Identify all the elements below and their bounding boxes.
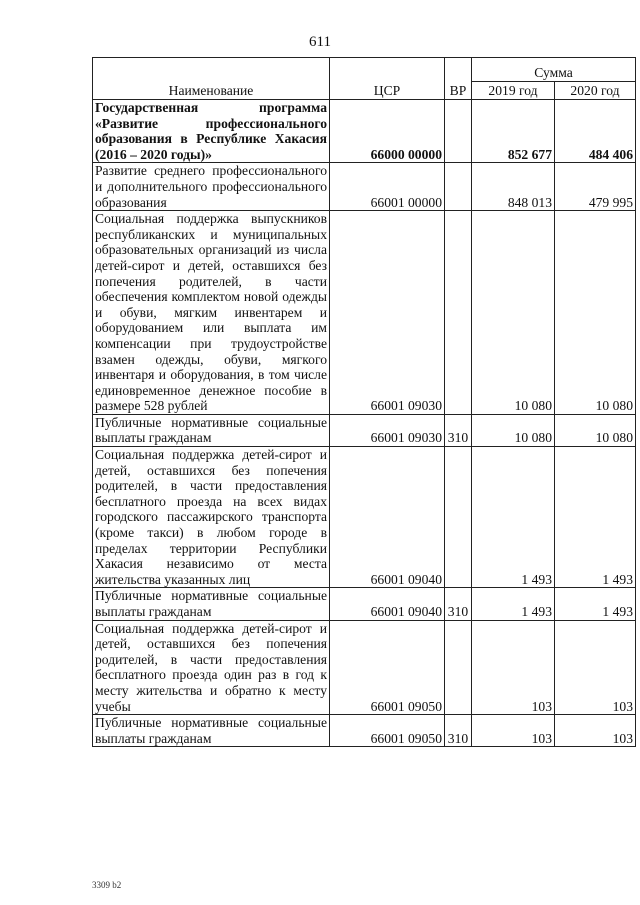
row-sum-2020: 10 080: [555, 211, 636, 415]
table-row: [93, 447, 636, 588]
header-csr: ЦСР: [330, 58, 445, 100]
row-csr: 66001 09030: [330, 414, 445, 446]
row-name: Публичные нормативные социальные выплаты гражданам: [93, 715, 330, 747]
table-row: [93, 620, 636, 715]
row-sum-2020: 103: [555, 715, 636, 747]
header-sum: Сумма: [472, 58, 636, 82]
row-name: Публичные нормативные социальные выплаты гражданам: [93, 588, 330, 620]
row-vr: [445, 100, 472, 163]
table-row: [93, 211, 636, 415]
page-number: 611: [309, 34, 331, 50]
header-vr: ВР: [445, 58, 472, 100]
row-sum-2019: 848 013: [472, 163, 555, 211]
row-sum-2019: 10 080: [472, 211, 555, 415]
table-row: [93, 715, 636, 747]
row-csr: 66000 00000: [330, 100, 445, 163]
row-sum-2020: 10 080: [555, 414, 636, 446]
header-year-2020: 2020 год: [555, 82, 636, 100]
row-sum-2019: 1 493: [472, 447, 555, 588]
row-vr: 310: [445, 414, 472, 446]
row-sum-2019: 852 677: [472, 100, 555, 163]
row-sum-2020: 1 493: [555, 588, 636, 620]
footer-code: 3309 b2: [92, 880, 122, 890]
row-vr: [445, 620, 472, 715]
header-name: Наименование: [93, 58, 330, 100]
table-row: [93, 163, 636, 211]
row-sum-2020: 479 995: [555, 163, 636, 211]
table-row: [93, 100, 636, 163]
row-sum-2019: 1 493: [472, 588, 555, 620]
row-vr: [445, 211, 472, 415]
row-name: Государственная программа «Развитие профессионального образования в Республике Хакасия (2016 – 2020 годы)»: [93, 100, 330, 163]
row-vr: 310: [445, 588, 472, 620]
row-vr: [445, 447, 472, 588]
row-csr: 66001 09030: [330, 211, 445, 415]
row-sum-2019: 10 080: [472, 414, 555, 446]
row-sum-2020: 1 493: [555, 447, 636, 588]
row-vr: 310: [445, 715, 472, 747]
row-name: Социальная поддержка детей-сирот и детей, оставшихся без попечения родителей, в части предоставления бесплатного проезда один раз в год к месту жительства и обратно к месту учебы: [93, 620, 330, 715]
table-row: [93, 588, 636, 620]
row-name: Социальная поддержка детей-сирот и детей, оставшихся без попечения родителей, в части предоставления бесплатного проезда на всех видах городского пассажирского транспорта (кроме такси) в любом городе в пределах территории Республики Хакасия независимо от места жительства указанных лиц: [93, 447, 330, 588]
row-csr: 66001 09050: [330, 715, 445, 747]
row-csr: 66001 00000: [330, 163, 445, 211]
table-row: [93, 414, 636, 446]
row-sum-2020: 484 406: [555, 100, 636, 163]
row-csr: 66001 09040: [330, 447, 445, 588]
row-sum-2020: 103: [555, 620, 636, 715]
row-sum-2019: 103: [472, 715, 555, 747]
row-name: Развитие среднего профессионального и дополнительного профессионального образования: [93, 163, 330, 211]
row-csr: 66001 09040: [330, 588, 445, 620]
row-vr: [445, 163, 472, 211]
row-name: Публичные нормативные социальные выплаты гражданам: [93, 414, 330, 446]
header-year-2019: 2019 год: [472, 82, 555, 100]
row-name: Социальная поддержка выпускников республиканских и муниципальных образовательных организаций из числа детей-сирот и детей, оставшихся без попечения родителей, в части обеспечения комплектом новой одежды и обуви, мягким инвентарем и оборудованием или выплата им компенсации при трудоустройстве взамен одежды, обуви, мягкого инвентаря и оборудования, в том числе единовременное денежное пособие в размере 528 рублей: [93, 211, 330, 415]
budget-table: [92, 57, 636, 747]
row-sum-2019: 103: [472, 620, 555, 715]
row-csr: 66001 09050: [330, 620, 445, 715]
